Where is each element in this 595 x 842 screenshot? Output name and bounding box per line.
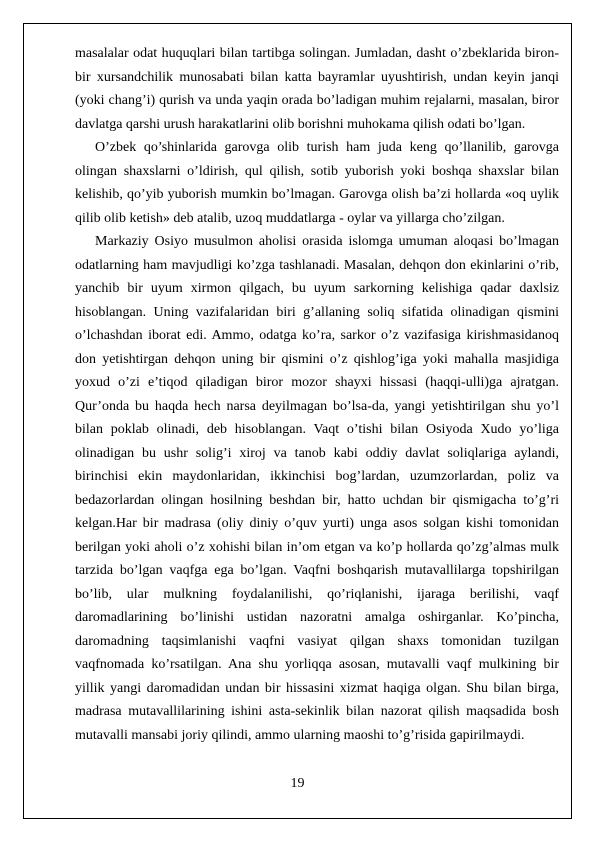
page-number: 19 bbox=[290, 776, 305, 791]
paragraph-2: O’zbek qo’shinlarida garovga olib turish ham juda keng qo’llanilib, garovga olingan shaxslarni o’ldirish, qul qilish, sotib yuborish yoki boshqa shaxslar bilan kelishib, qo’yib yuborish mumkin bo’lmagan. Garovga olish ba’zi hollarda «oq uylik qilib olib ketish» deb atalib, uzoq muddatlarga - oylar va yillarga cho’zilgan. bbox=[75, 140, 559, 226]
paragraph-3: Markaziy Osiyo musulmon aholisi orasida islomga umuman aloqasi bo’lmagan odatlarning ham mavjudligi ko’zga tashlanadi. Masalan, dehqon don ekinlarini o’rib, yanchib bir uyum xirmon qilgach, bu uyum sarkorning kelishiga qadar daxlsiz hisoblangan. Uning vazifalaridan biri g’allaning soliq sifatida olinadigan qismini o’lchashdan iborat edi. Ammo, odatga ko’ra, sarkor o’z vazifasiga kirishmasidanoq don yetishtirgan dehqon uning bir qismini o’z qishlog’iga yoki mahalla masjidiga yoxud o’zi e’tiqod qiladigan biror mozor shayxi hissasi (haqqi-ulli)ga ajratgan. Qur’onda bu haqda hech narsa deyilmagan bo’lsa-da, yangi yetishtirilgan shu yo’l bilan poklab olinadi, deb hisoblangan. Vaqt o’tishi bilan Osiyoda Xudo yo’liga olinadigan bu ushr solig’i xiroj va tanob kabi oddiy davlat soliqlariga aylandi, birinchisi ekin maydonlaridan, ikkinchisi bog’lardan, uzumzorlardan, poliz va bedazorlardan olingan hosilning beshdan bir, hatto uchdan bir qismigacha to’g’ri kelgan.Har bir madrasa (oliy diniy o’quv yurti) unga asos solgan kishi tomonidan berilgan yoki aholi o’z xohishi bilan in’om etgan va ko’p hollarda qo’zg’almas mulk tarzida bo’lgan vaqfga ega bo’lgan. Vaqfni boshqarish mutavallilarga topshirilgan bo’lib, ular mulkning foydalanilishi, qo’riqlanishi, ijaraga berilishi, vaqf daromadlarining bo’linishi ustidan nazoratni amalga oshirganlar. Ko’pincha, daromadning taqsimlanishi vaqfni vasiyat qilgan shaxs tomonidan tuzilgan vaqfnomada ko’rsatilgan. Ana shu yorliqqa asosan, mutavalli vaqf mulkining bir yillik yangi daromadidan undan bir hissasini xizmat haqiga olgan. Shu bilan birga, madrasa mutavallilarining ishini asta-sekinlik bilan nazorat qilish maqsadida bosh mutavalli mansabi joriy qilindi, ammo ularning maoshi to’g’risida gapirilmaydi. bbox=[75, 234, 559, 743]
document-body bbox=[75, 42, 559, 747]
paragraph-1: masalalar odat huquqlari bilan tartibga solingan. Jumladan, dasht o’zbeklarida biron-bir xursandchilik munosabati bilan katta bayramlar uyushtirish, undan keyin janqi (yoki chang’i) qurish va unda yaqin orada bo’ladigan muhim rejalarni, masalan, biror davlatga qarshi urush harakatlarini olib borishni muhokama qilish odati bo’lgan. bbox=[75, 46, 559, 132]
